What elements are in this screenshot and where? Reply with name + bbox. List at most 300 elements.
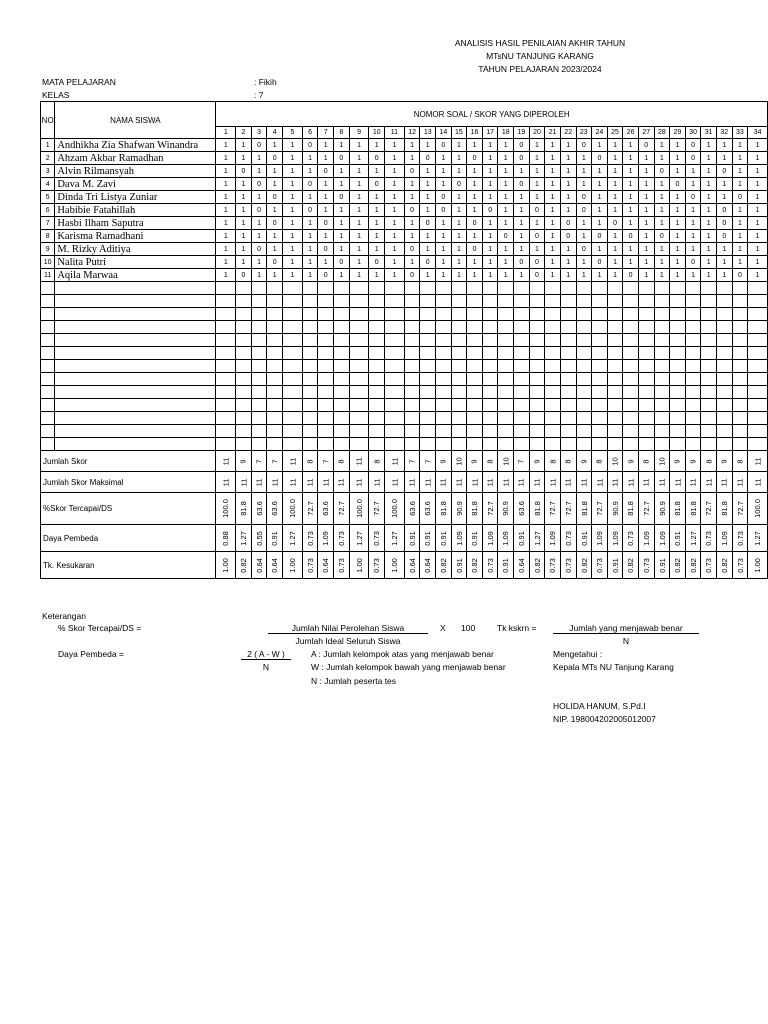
skor-tercapai-value [638, 493, 654, 525]
empty-cell [623, 386, 639, 399]
empty-cell [607, 425, 623, 438]
skor-tercapai-value [283, 493, 303, 525]
score-cell: 1 [283, 178, 303, 191]
score-cell: 1 [436, 269, 452, 282]
daya-pembeda-value-text: 1.27 [389, 530, 399, 546]
score-cell: 1 [670, 256, 686, 269]
jumlah-skor-maksimal-value [716, 472, 732, 493]
jumlah-skor-maksimal-value [404, 472, 420, 493]
score-cell: 1 [436, 230, 452, 243]
empty-cell [41, 386, 55, 399]
score-cell: 0 [592, 230, 608, 243]
empty-cell [716, 425, 732, 438]
empty-cell [670, 399, 686, 412]
score-cell: 1 [560, 178, 576, 191]
score-cell: 1 [451, 230, 467, 243]
empty-cell [216, 399, 236, 412]
jumlah-skor-value [482, 451, 498, 472]
score-cell: 0 [251, 204, 267, 217]
score-cell: 1 [334, 204, 350, 217]
empty-cell [638, 321, 654, 334]
student-no: 5 [41, 191, 55, 204]
empty-cell [716, 373, 732, 386]
score-cell: 1 [334, 269, 350, 282]
score-cell: 1 [545, 152, 561, 165]
score-cell: 1 [404, 230, 420, 243]
empty-cell [436, 334, 452, 347]
empty-cell [267, 373, 283, 386]
empty-cell [369, 282, 385, 295]
empty-cell [560, 425, 576, 438]
empty-cell [514, 321, 530, 334]
score-cell: 1 [420, 191, 436, 204]
empty-cell [318, 373, 334, 386]
daya-pembeda-row [41, 525, 768, 552]
empty-row [41, 360, 768, 373]
jumlah-skor-maksimal-label: Jumlah Skor Maksimal [41, 472, 216, 493]
jumlah-skor-maksimal-value-text: 11 [563, 478, 573, 486]
score-cell: 1 [349, 139, 369, 152]
score-cell: 1 [638, 269, 654, 282]
score-cell: 1 [748, 243, 768, 256]
daya-pembeda-value [560, 525, 576, 552]
score-cell: 0 [267, 152, 283, 165]
empty-cell [482, 347, 498, 360]
daya-pembeda-value-text: 1.09 [321, 530, 331, 546]
empty-row [41, 412, 768, 425]
empty-cell [607, 399, 623, 412]
empty-cell [420, 282, 436, 295]
empty-cell [576, 399, 592, 412]
score-cell: 1 [451, 243, 467, 256]
empty-cell [592, 282, 608, 295]
score-cell: 1 [748, 230, 768, 243]
skor-tercapai-value-text: 90.9 [610, 501, 620, 516]
question-number: 28 [654, 127, 670, 139]
daya-pembeda-value-text: 1.09 [548, 530, 558, 546]
empty-cell [514, 438, 530, 451]
empty-cell [385, 308, 405, 321]
empty-cell [685, 282, 701, 295]
empty-cell [302, 347, 318, 360]
empty-cell [623, 438, 639, 451]
empty-cell [349, 386, 369, 399]
empty-cell [716, 321, 732, 334]
daya-pembeda-value-text: 0.73 [626, 530, 636, 546]
empty-cell [349, 399, 369, 412]
score-cell: 1 [318, 256, 334, 269]
score-cell: 1 [283, 191, 303, 204]
empty-cell [732, 347, 748, 360]
score-cell: 1 [701, 243, 717, 256]
score-cell: 1 [349, 165, 369, 178]
jumlah-skor-value-text: 9 [238, 458, 248, 464]
score-cell: 0 [451, 178, 467, 191]
score-cell: 1 [349, 152, 369, 165]
score-cell: 1 [685, 217, 701, 230]
empty-cell [420, 373, 436, 386]
empty-cell [318, 308, 334, 321]
empty-cell [451, 321, 467, 334]
score-cell: 1 [334, 217, 350, 230]
empty-cell [283, 308, 303, 321]
score-cell: 1 [283, 243, 303, 256]
daya-pembeda-value [420, 525, 436, 552]
tk-kesukaran-value [529, 552, 545, 579]
empty-cell [545, 282, 561, 295]
empty-cell [334, 282, 350, 295]
empty-cell [514, 347, 530, 360]
daya-pembeda-value-text: 1.09 [641, 530, 651, 546]
score-cell: 1 [654, 256, 670, 269]
school-name: MTsNU TANJUNG KARANG [486, 51, 594, 61]
tk-kesukaran-value-text: 0.91 [454, 557, 464, 573]
dp-formula-label: Daya Pembeda = [58, 649, 124, 659]
skor-tercapai-value [670, 493, 686, 525]
skor-tercapai-value-text: 72.7 [336, 501, 346, 516]
empty-cell [701, 425, 717, 438]
score-cell: 0 [560, 230, 576, 243]
empty-cell [334, 425, 350, 438]
score-cell: 1 [607, 269, 623, 282]
empty-cell [404, 295, 420, 308]
tk-kesukaran-value [716, 552, 732, 579]
score-cell: 0 [334, 256, 350, 269]
empty-cell [545, 386, 561, 399]
score-cell: 1 [349, 217, 369, 230]
empty-cell [670, 386, 686, 399]
daya-pembeda-value-text: 0.73 [305, 530, 315, 546]
score-cell: 0 [685, 256, 701, 269]
jumlah-skor-maksimal-value [334, 472, 350, 493]
empty-cell [701, 334, 717, 347]
empty-cell [482, 360, 498, 373]
skor-tercapai-value-text: 63.6 [407, 501, 417, 516]
empty-cell [283, 360, 303, 373]
jumlah-skor-maksimal-value-text: 11 [641, 478, 651, 486]
daya-pembeda-value-text: 1.09 [657, 530, 667, 546]
empty-cell [404, 438, 420, 451]
empty-cell [623, 308, 639, 321]
score-cell: 1 [482, 139, 498, 152]
empty-cell [369, 308, 385, 321]
tk-kesukaran-value-text: 0.91 [657, 557, 667, 573]
jumlah-skor-value-text: 7 [423, 458, 433, 464]
empty-cell [334, 308, 350, 321]
score-cell: 1 [701, 191, 717, 204]
question-number: 31 [701, 127, 717, 139]
empty-cell [638, 399, 654, 412]
daya-pembeda-value [592, 525, 608, 552]
score-cell: 1 [216, 152, 236, 165]
score-cell: 1 [236, 152, 252, 165]
score-cell: 1 [716, 269, 732, 282]
score-cell: 1 [318, 230, 334, 243]
empty-cell [369, 373, 385, 386]
empty-cell [576, 347, 592, 360]
score-cell: 1 [638, 217, 654, 230]
skor-tercapai-value-text: 72.7 [641, 501, 651, 516]
score-cell: 1 [670, 204, 686, 217]
skor-tercapai-value [607, 493, 623, 525]
score-cell: 1 [514, 204, 530, 217]
score-cell: 1 [529, 243, 545, 256]
score-cell: 0 [685, 152, 701, 165]
jumlah-skor-maksimal-value-text: 11 [407, 478, 417, 486]
empty-cell [467, 334, 483, 347]
tk-kesukaran-value-text: 0.73 [372, 557, 382, 573]
score-cell: 0 [716, 204, 732, 217]
empty-cell [267, 425, 283, 438]
empty-cell [670, 412, 686, 425]
score-cell: 1 [349, 256, 369, 269]
daya-pembeda-value-text: 1.27 [238, 530, 248, 546]
score-cell: 0 [514, 139, 530, 152]
score-cell: 1 [545, 178, 561, 191]
score-cell: 1 [576, 269, 592, 282]
tk-kesukaran-value [467, 552, 483, 579]
tk-kesukaran-value [482, 552, 498, 579]
score-cell: 1 [607, 165, 623, 178]
daya-pembeda-value [404, 525, 420, 552]
score-cell: 0 [529, 204, 545, 217]
empty-cell [55, 386, 216, 399]
score-cell: 1 [545, 217, 561, 230]
score-cell: 1 [216, 269, 236, 282]
empty-cell [385, 373, 405, 386]
jumlah-skor-value [576, 451, 592, 472]
score-cell: 0 [302, 178, 318, 191]
score-cell: 0 [654, 230, 670, 243]
tk-kesukaran-value-text: 0.82 [532, 557, 542, 573]
empty-cell [560, 295, 576, 308]
daya-pembeda-value [670, 525, 686, 552]
empty-cell [451, 399, 467, 412]
empty-cell [420, 399, 436, 412]
daya-pembeda-value [302, 525, 318, 552]
empty-cell [436, 282, 452, 295]
empty-cell [529, 399, 545, 412]
score-cell: 1 [545, 139, 561, 152]
score-cell: 1 [451, 139, 467, 152]
skor-tercapai-value-text: 63.6 [516, 501, 526, 516]
empty-cell [216, 412, 236, 425]
skor-tercapai-value-text: 100.0 [287, 499, 297, 518]
jumlah-skor-value [498, 451, 514, 472]
tk-kesukaran-value [385, 552, 405, 579]
empty-cell [41, 425, 55, 438]
score-cell: 1 [748, 178, 768, 191]
score-cell: 1 [623, 178, 639, 191]
student-no: 2 [41, 152, 55, 165]
jumlah-skor-value [685, 451, 701, 472]
empty-cell [498, 399, 514, 412]
jumlah-skor-maksimal-value [318, 472, 334, 493]
score-cell: 1 [482, 269, 498, 282]
empty-cell [685, 412, 701, 425]
empty-cell [318, 438, 334, 451]
empty-cell [436, 412, 452, 425]
score-cell: 1 [748, 256, 768, 269]
empty-cell [467, 386, 483, 399]
empty-cell [498, 438, 514, 451]
empty-cell [467, 425, 483, 438]
question-number: 32 [716, 127, 732, 139]
empty-cell [670, 347, 686, 360]
score-cell: 1 [302, 152, 318, 165]
empty-cell [385, 360, 405, 373]
empty-cell [623, 373, 639, 386]
tk-kesukaran-label: Tk. Kesukaran [41, 552, 216, 579]
empty-cell [576, 360, 592, 373]
empty-cell [670, 360, 686, 373]
jumlah-skor-value [349, 451, 369, 472]
tk-kesukaran-value [451, 552, 467, 579]
empty-cell [592, 399, 608, 412]
empty-cell [283, 386, 303, 399]
score-cell: 1 [607, 178, 623, 191]
empty-cell [41, 412, 55, 425]
score-cell: 1 [670, 191, 686, 204]
score-cell: 1 [451, 204, 467, 217]
jumlah-skor-value-text: 8 [641, 458, 651, 464]
score-cell: 1 [514, 243, 530, 256]
score-cell: 1 [349, 178, 369, 191]
skor-tercapai-value [529, 493, 545, 525]
empty-row [41, 373, 768, 386]
empty-cell [482, 425, 498, 438]
score-cell: 1 [385, 204, 405, 217]
score-cell: 1 [436, 217, 452, 230]
empty-cell [451, 373, 467, 386]
empty-cell [334, 360, 350, 373]
score-cell: 1 [514, 165, 530, 178]
score-cell: 1 [654, 204, 670, 217]
empty-cell [404, 321, 420, 334]
empty-cell [404, 360, 420, 373]
empty-cell [732, 282, 748, 295]
empty-cell [716, 334, 732, 347]
empty-cell [701, 412, 717, 425]
empty-cell [701, 386, 717, 399]
legend-n: N : Jumlah peserta tes [311, 676, 397, 686]
skor-tercapai-value [560, 493, 576, 525]
empty-cell [545, 373, 561, 386]
empty-cell [670, 282, 686, 295]
score-cell: 1 [302, 217, 318, 230]
empty-cell [685, 438, 701, 451]
empty-cell [685, 295, 701, 308]
tk-kesukaran-value [654, 552, 670, 579]
empty-cell [607, 412, 623, 425]
empty-cell [623, 399, 639, 412]
score-cell: 1 [654, 217, 670, 230]
tk-kesukaran-value [545, 552, 561, 579]
tk-kesukaran-value-text: 0.82 [688, 557, 698, 573]
tk-kesukaran-row [41, 552, 768, 579]
daya-pembeda-value [498, 525, 514, 552]
score-cell: 1 [216, 230, 236, 243]
empty-cell [514, 295, 530, 308]
empty-cell [685, 399, 701, 412]
score-cell: 1 [436, 256, 452, 269]
empty-cell [436, 321, 452, 334]
empty-cell [318, 399, 334, 412]
empty-cell [236, 373, 252, 386]
empty-cell [302, 308, 318, 321]
empty-cell [318, 360, 334, 373]
empty-cell [529, 412, 545, 425]
empty-cell [701, 360, 717, 373]
empty-cell [404, 373, 420, 386]
skor-tercapai-value [701, 493, 717, 525]
empty-cell [498, 360, 514, 373]
skor-tercapai-value-text: 100.0 [354, 499, 364, 518]
empty-cell [654, 399, 670, 412]
daya-pembeda-value [701, 525, 717, 552]
score-cell: 0 [576, 243, 592, 256]
score-cell: 1 [576, 152, 592, 165]
empty-cell [369, 438, 385, 451]
empty-cell [514, 412, 530, 425]
score-cell: 0 [732, 191, 748, 204]
jumlah-skor-maksimal-value-text: 11 [516, 478, 526, 486]
empty-cell [385, 425, 405, 438]
score-cell: 1 [251, 152, 267, 165]
tk-kesukaran-value-text: 1.00 [389, 557, 399, 573]
empty-cell [716, 308, 732, 321]
skor-tercapai-value [236, 493, 252, 525]
empty-cell [638, 373, 654, 386]
score-cell: 1 [318, 191, 334, 204]
score-cell: 0 [685, 191, 701, 204]
empty-cell [654, 308, 670, 321]
jumlah-skor-maksimal-value [498, 472, 514, 493]
empty-cell [576, 438, 592, 451]
empty-cell [267, 399, 283, 412]
empty-cell [467, 282, 483, 295]
score-cell: 1 [545, 191, 561, 204]
score-cell: 1 [576, 178, 592, 191]
empty-cell [732, 360, 748, 373]
empty-cell [716, 399, 732, 412]
jumlah-skor-value [607, 451, 623, 472]
score-cell: 1 [236, 204, 252, 217]
daya-pembeda-value-text: 1.09 [594, 530, 604, 546]
empty-cell [732, 373, 748, 386]
empty-cell [349, 373, 369, 386]
student-no: 1 [41, 139, 55, 152]
empty-cell [560, 386, 576, 399]
daya-pembeda-value [576, 525, 592, 552]
empty-cell [592, 412, 608, 425]
daya-pembeda-value-text: 1.09 [719, 530, 729, 546]
empty-cell [283, 399, 303, 412]
principal-title: Kepala MTs NU Tanjung Karang [553, 662, 674, 672]
empty-cell [41, 282, 55, 295]
score-cell: 1 [748, 217, 768, 230]
jumlah-skor-maksimal-value-text: 11 [238, 478, 248, 486]
score-cell: 1 [251, 165, 267, 178]
question-number: 34 [748, 127, 768, 139]
empty-cell [498, 386, 514, 399]
jumlah-skor-maksimal-value [467, 472, 483, 493]
jumlah-skor-maksimal-value [436, 472, 452, 493]
empty-cell [369, 347, 385, 360]
empty-cell [592, 360, 608, 373]
skor-tercapai-value-text: 90.9 [501, 501, 511, 516]
score-cell: 1 [670, 230, 686, 243]
